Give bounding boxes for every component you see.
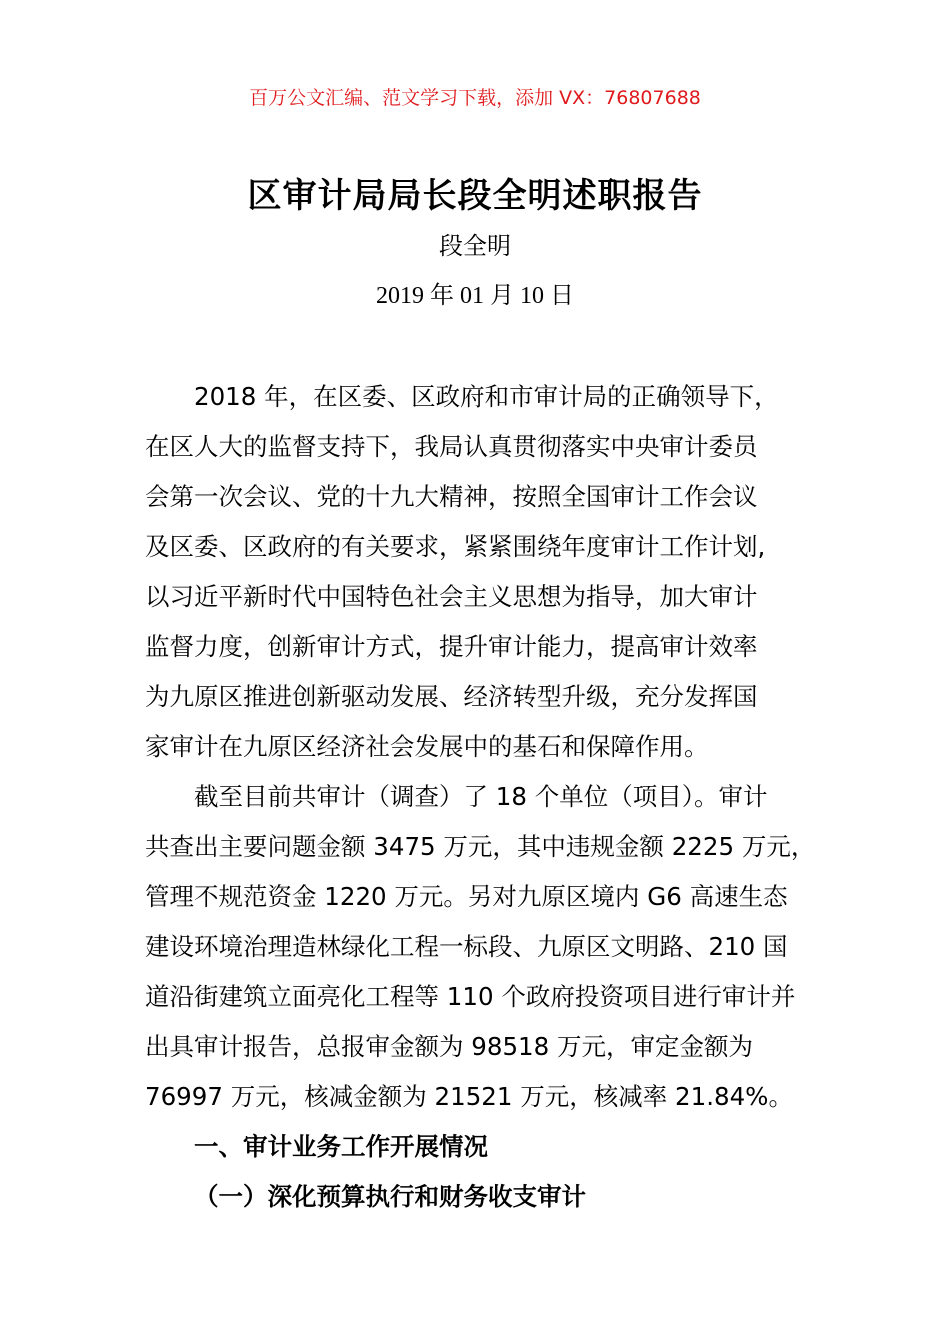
text-line: 管理不规范资金 1220 万元。另对九原区境内 G6 高速生态 (145, 882, 788, 911)
text-line: 为九原区推进创新驱动发展、经济转型升级，充分发挥国 (145, 682, 758, 711)
document-date: 2019 年 01 月 10 日 (376, 283, 574, 309)
text-line: 76997 万元，核减金额为 21521 万元，核减率 21.84%。 (145, 1082, 793, 1111)
text-line: 出具审计报告，总报审金额为 98518 万元，审定金额为 (145, 1032, 754, 1061)
text-line: 家审计在九原区经济社会发展中的基石和保障作用。 (145, 732, 709, 761)
paragraph-intro (145, 372, 809, 772)
text-line: 会第一次会议、党的十九大精神，按照全国审计工作会议 (145, 482, 758, 511)
text-line: 监督力度，创新审计方式，提升审计能力，提高审计效率 (145, 632, 758, 661)
document-title: 区审计局局长段全明述职报告 (247, 176, 703, 216)
text-line: 共查出主要问题金额 3475 万元，其中违规金额 2225 万元， (145, 832, 816, 861)
document-author: 段全明 (439, 232, 511, 260)
watermark-banner: 百万公文汇编、范文学习下载，添加 VX：76807688 (249, 87, 701, 109)
text-line: 道沿街建筑立面亮化工程等 110 个政府投资项目进行审计并 (145, 982, 796, 1011)
text-line: 建设环境治理造林绿化工程一标段、九原区文明路、210 国 (145, 932, 788, 961)
text-line: 以习近平新时代中国特色社会主义思想为指导，加大审计 (145, 582, 758, 611)
text-line: 及区委、区政府的有关要求，紧紧围绕年度审计工作计划, (145, 532, 766, 561)
text-line: 在区人大的监督支持下，我局认真贯彻落实中央审计委员 (145, 432, 758, 461)
section-heading: 一、审计业务工作开展情况 (194, 1132, 488, 1161)
text-line: 2018 年，在区委、区政府和市审计局的正确领导下， (194, 382, 779, 411)
document-body (145, 372, 816, 1222)
text-line: 截至目前共审计（调查）了 18 个单位（项目）。审计 (194, 782, 768, 811)
paragraph-statistics (145, 772, 816, 1122)
subsection-heading: （一）深化预算执行和财务收支审计 (194, 1182, 586, 1211)
